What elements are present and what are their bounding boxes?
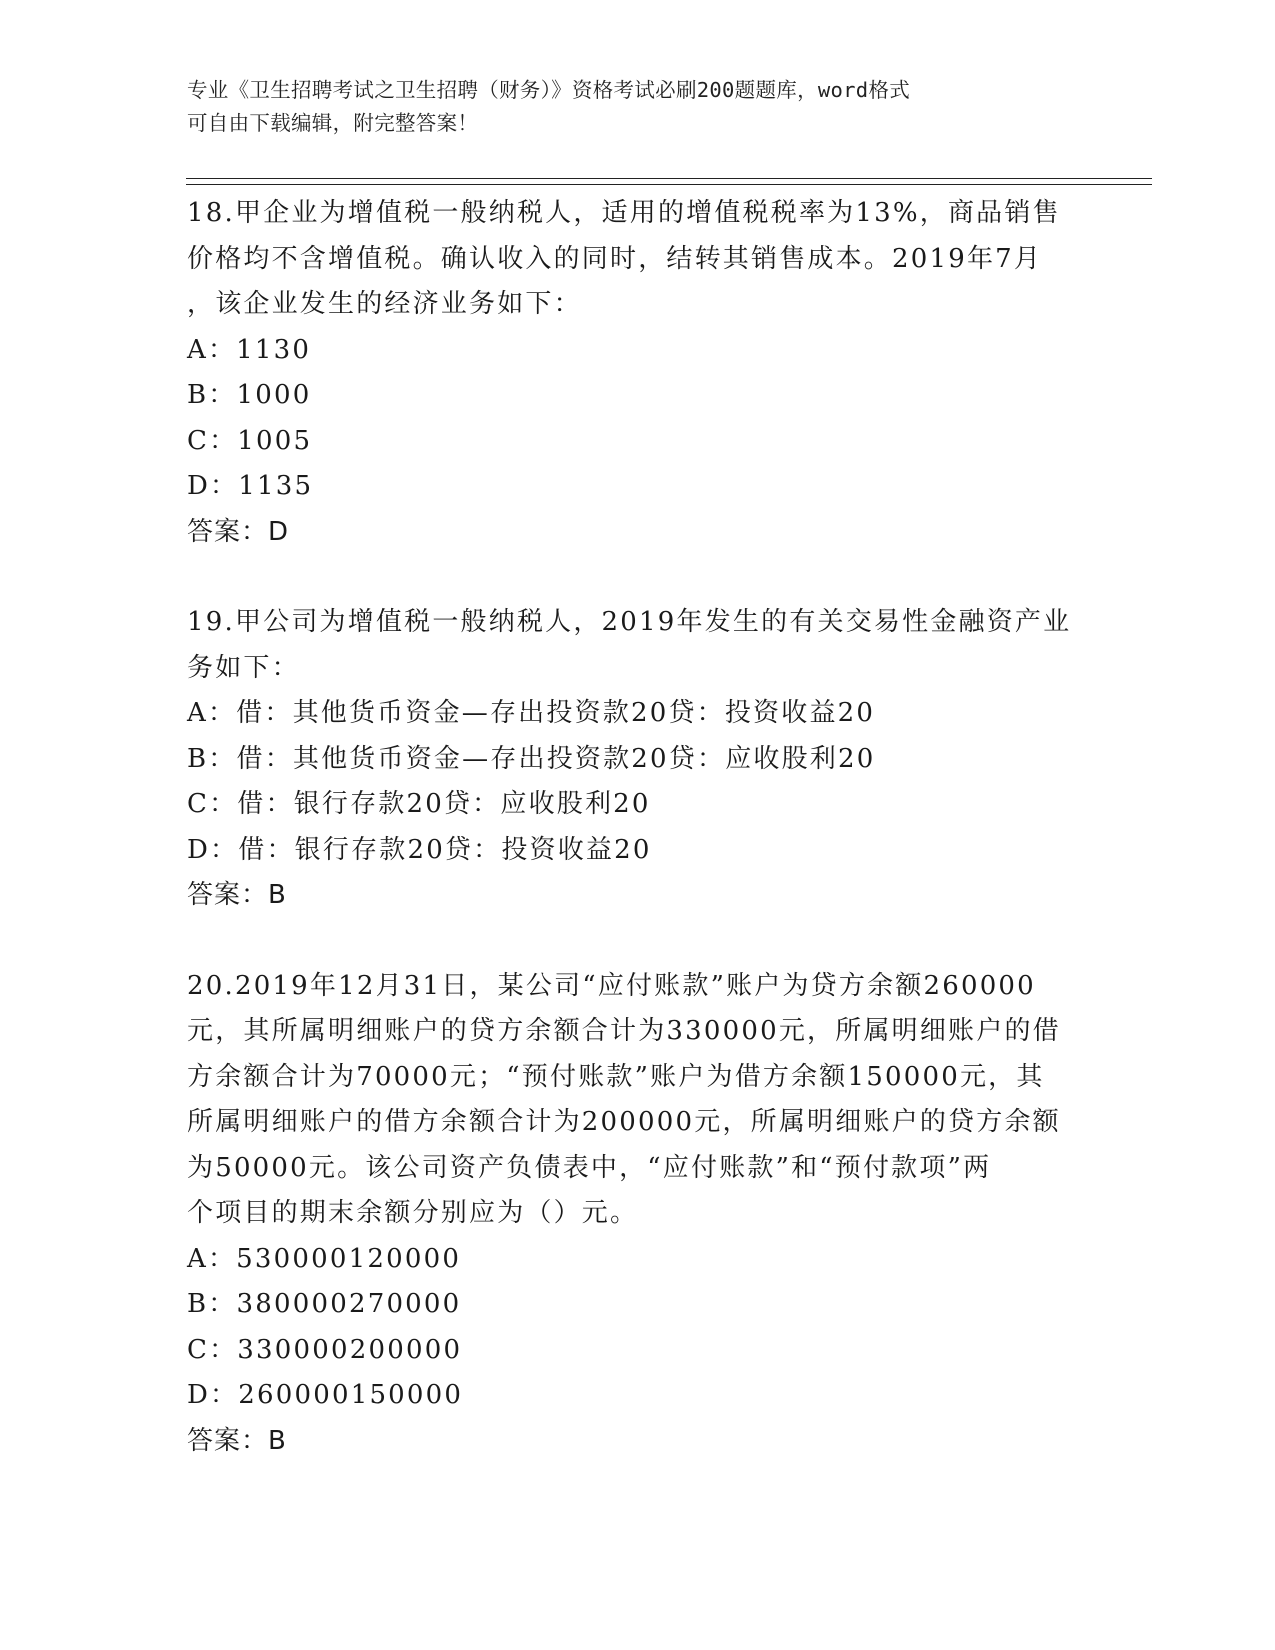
option-d: D：260000150000 — [187, 1380, 464, 1410]
question-stem: 为50000元。该公司资产负债表中，“应付账款”和“预付款项”两 — [187, 1152, 992, 1183]
answer: 答案：B — [187, 1425, 287, 1456]
question-stem: ，该企业发生的经济业务如下： — [187, 289, 582, 319]
question-stem: 20.2019年12月31日，某公司“应付账款”账户为贷方余额260000 — [187, 970, 1036, 1001]
question-18 — [187, 191, 1087, 555]
header-line: 可自由下载编辑，附完整答案！ — [187, 111, 479, 135]
question-stem: 务如下： — [187, 652, 300, 683]
option-c: C：330000200000 — [187, 1334, 463, 1365]
option-c: C：借：银行存款20贷：应收股利20 — [187, 789, 651, 819]
question-stem: 个项目的期末余额分别应为（）元。 — [187, 1198, 639, 1228]
header-line: 专业《卫生招聘考试之卫生招聘（财务）》资格考试必刷200题题库，word格式 — [187, 78, 911, 102]
option-b: B：1000 — [187, 380, 312, 410]
option-b: B：380000270000 — [187, 1289, 462, 1319]
header-divider — [186, 178, 1152, 179]
option-a: A：借：其他货币资金—存出投资款20贷：投资收益20 — [187, 698, 876, 728]
page-header — [187, 74, 1067, 140]
option-a: A：530000120000 — [187, 1243, 462, 1274]
answer: 答案：B — [187, 880, 287, 910]
question-list — [187, 191, 1087, 1464]
question-stem: 19.甲公司为增值税一般纳税人，2019年发生的有关交易性金融资产业 — [187, 607, 1072, 637]
option-c: C：1005 — [187, 425, 313, 456]
question-stem: 价格均不含增值税。确认收入的同时，结转其销售成本。2019年7月 — [187, 243, 1043, 274]
question-19 — [187, 600, 1087, 919]
option-d: D：借：银行存款20贷：投资收益20 — [187, 834, 652, 865]
answer: 答案：D — [187, 516, 290, 547]
option-a: A：1130 — [187, 334, 312, 365]
question-stem: 18.甲企业为增值税一般纳税人，适用的增值税税率为13%，商品销售 — [187, 198, 1061, 228]
option-d: D：1135 — [187, 471, 314, 501]
header-divider — [186, 184, 1152, 185]
question-stem: 方余额合计为70000元；“预付账款”账户为借方余额150000元，其 — [187, 1061, 1045, 1092]
question-stem: 元，其所属明细账户的贷方余额合计为330000元，所属明细账户的借 — [187, 1016, 1061, 1046]
question-stem: 所属明细账户的借方余额合计为200000元，所属明细账户的贷方余额 — [187, 1107, 1061, 1137]
question-20 — [187, 964, 1087, 1465]
option-b: B：借：其他货币资金—存出投资款20贷：应收股利20 — [187, 743, 876, 774]
